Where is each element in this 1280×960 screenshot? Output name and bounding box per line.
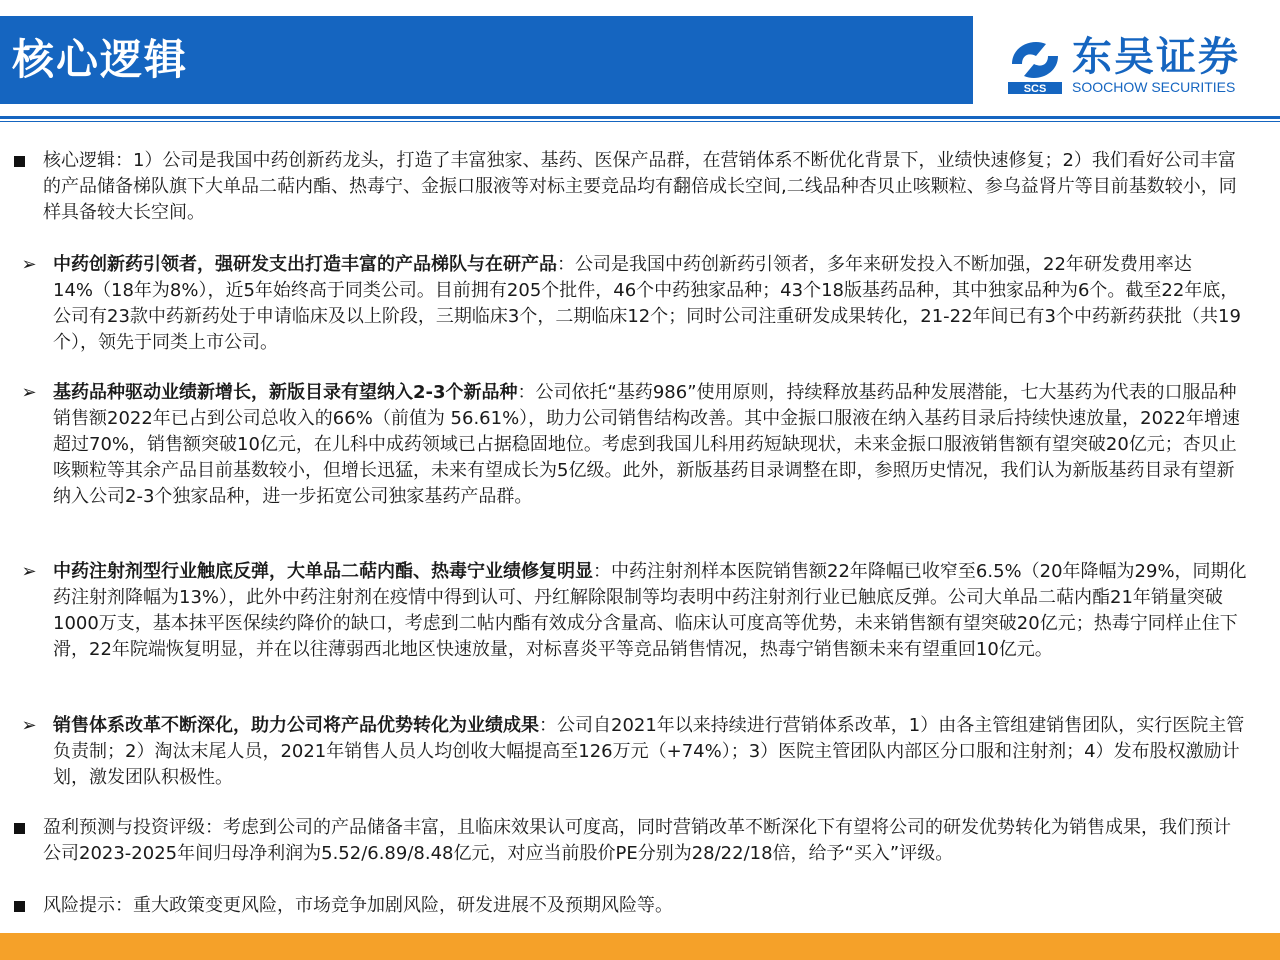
bullet-heading: 中药注射剂型行业触底反弹，大单品二萜内酯、热毒宁业绩修复明显	[53, 561, 593, 582]
paragraph-text: 核心逻辑：1）公司是我国中药创新药龙头，打造了丰富独家、基药、医保产品群，在营销体系不断优化背景下，业绩快速修复；2）我们看好公司丰富的产品储备梯队旗下大单品二萜内酯、热毒宁、金振口服液等对标主要竞品均有翻倍成长空间,二线品种杏贝止咳颗粒、参乌益肾片等目前基数较小，同样具备较大长空间。	[43, 150, 1237, 223]
logo-english-name: SOOCHOW SECURITIES	[1072, 79, 1236, 95]
bullet-text: ：中药注射剂样本医院销售额22年降幅已收窄至6.5%（20年降幅为29%，同期化药注射剂降幅为13%），此外中药注射剂在疫情中得到认可、丹红解除限制等均表明中药注射剂行业已触底反弹。公司大单品二萜内酯21年销量突破1000万支，基本抹平医保续约降价的缺口，考虑到二帖内酯有效成分含量高、临床认可度高等优势，未来销售额有望突破20亿元；热毒宁同样止住下滑，22年院端恢复明显，并在以往薄弱西北地区快速放量，对标喜炎平等竞品销售情况，热毒宁销售额未来有望重回10亿元。	[53, 561, 1247, 660]
arrow-bullet-icon: ➢	[21, 382, 37, 403]
svg-text:SCS: SCS	[1023, 83, 1047, 95]
square-bullet-icon	[9, 893, 29, 919]
arrow-bullet-icon: ➢	[21, 254, 37, 275]
header-divider	[0, 116, 1280, 119]
bullet-sales-reform	[21, 713, 1248, 791]
bullet-rnd-leader	[21, 252, 1248, 356]
square-bullet-icon	[9, 148, 29, 174]
footer-bar	[0, 933, 1280, 960]
paragraph-text: 风险提示：重大政策变更风险，市场竞争加剧风险，研发进展不及预期风险等。	[43, 895, 673, 916]
bullet-text: ：公司依托“基药986”使用原则，持续释放基药品种发展潜能，七大基药为代表的口服品种销售额2022年已占到公司总收入的66%（前值为 56.61%），助力公司销售结构改善。其中金振口服液在纳入基药目录后持续快速放量，2022年增速超过70%，销售额突破10亿元，在儿科中成药领域已占据稳固地位。考虑到我国儿科用药短缺现状，未来金振口服液销售额有望突破20亿元；杏贝止咳颗粒等其余产品目前基数较小，但增长迅猛，未来有望成长为5亿级。此外，新版基药目录调整在即，参照历史情况，我们认为新版基药目录有望新纳入公司2-3个独家品种，进一步拓宽公司独家基药产品群。	[53, 382, 1240, 507]
page-title: 核心逻辑	[12, 35, 189, 84]
soochow-logo-icon	[1006, 34, 1064, 96]
bullet-text: ：公司是我国中药创新药引领者，多年来研发投入不断加强，22年研发费用率达14%（18年为8%），近5年始终高于同类公司。目前拥有205个批件，46个中药独家品种；43个18版基药品种，其中独家品种为6个。截至22年底，公司有23款中药新药处于申请临床及以上阶段，三期临床3个，二期临床12个；同时公司注重研发成果转化，21-22年间已有3个中药新药获批（共19个），领先于同类上市公司。	[53, 254, 1241, 353]
header-divider-thin	[0, 121, 1280, 122]
summary-paragraph	[43, 148, 1243, 226]
risk-warning-paragraph	[43, 893, 1248, 919]
bullet-injection-rebound	[21, 559, 1248, 663]
company-logo	[1006, 34, 1266, 100]
logo-chinese-name: 东吴证券	[1072, 34, 1240, 80]
bullet-heading: 基药品种驱动业绩新增长，新版目录有望纳入2-3个新品种	[53, 382, 518, 403]
earnings-forecast-paragraph	[43, 815, 1248, 867]
square-bullet-icon	[9, 815, 29, 841]
arrow-bullet-icon: ➢	[21, 715, 37, 736]
bullet-heading: 销售体系改革不断深化，助力公司将产品优势转化为业绩成果	[53, 715, 539, 736]
header-bar	[0, 16, 973, 104]
paragraph-text: 盈利预测与投资评级：考虑到公司的产品储备丰富，且临床效果认可度高，同时营销改革不断深化下有望将公司的研发优势转化为销售成果，我们预计公司2023-2025年间归母净利润为5.52/6.89/8.48亿元，对应当前股价PE分别为28/22/18倍，给予“买入”评级。	[43, 817, 1231, 864]
bullet-essential-drugs	[21, 380, 1248, 510]
arrow-bullet-icon: ➢	[21, 561, 37, 582]
bullet-heading: 中药创新药引领者，强研发支出打造丰富的产品梯队与在研产品	[53, 254, 557, 275]
bullet-text: ：公司自2021年以来持续进行营销体系改革，1）由各主管组建销售团队，实行医院主管负责制；2）淘汰末尾人员，2021年销售人员人均创收大幅提高至126万元（+74%）；3）医院主管团队内部区分口服和注射剂；4）发布股权激励计划，激发团队积极性。	[53, 715, 1245, 788]
